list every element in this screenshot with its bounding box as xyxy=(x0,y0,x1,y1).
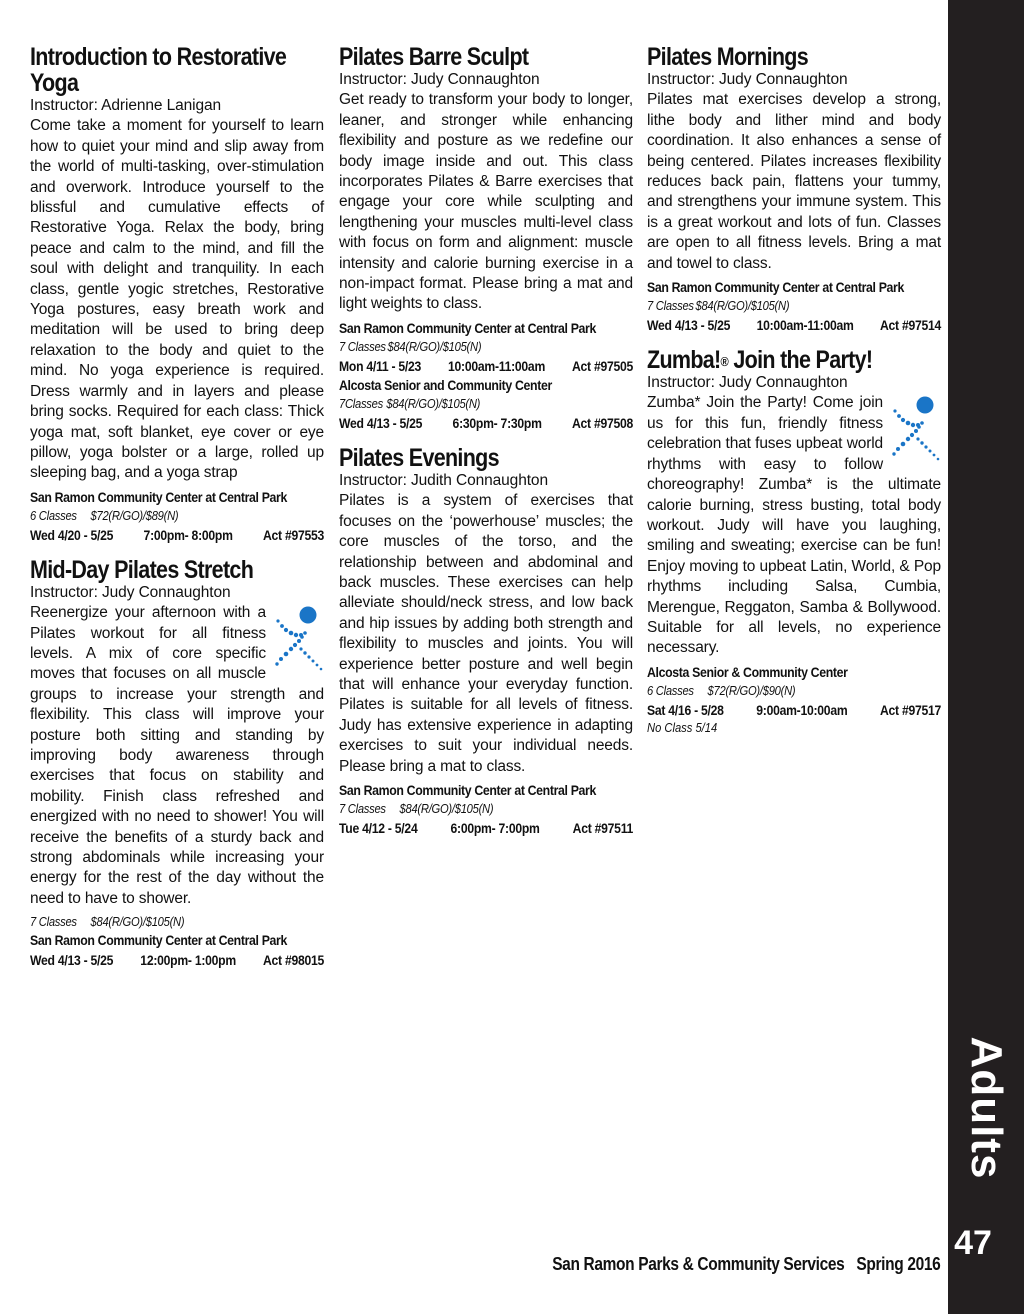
schedule-line xyxy=(647,315,941,335)
course-description: Reenergize your afternoon with a Pilates workout for all fitness levels. A mix of core specific moves that focuses on all muscle groups to increase your strength and flexibility. This class will improve your posture both sitting and standing by improving body awareness through exercises that focus on stability and mobility. Finish class refreshed and energized with no need to shower! You will receive the benefits of a sturdy back and strong abdominals while increasing your energy for the rest of the day without the need to have to shower. xyxy=(30,604,324,907)
fee-line xyxy=(647,297,941,315)
location: Alcosta Senior and Community Center xyxy=(339,376,552,393)
location: San Ramon Community Center at Central Park xyxy=(647,279,905,296)
course-description: Come take a moment for yourself to learn how to quiet your mind and slip away from the world of multi-tasking, over-stimulation and overwork. Introduce yourself to the blissful and cumulative effects of Restorative Yoga. Relax the body, bring peace and calm to the mind, and fill the soul with delight and tranquility. In each class, gentle yogic stretches, Restorative Yoga postures, easy breath work and meditation will be used to bring deep relaxation to the body and quiet to the mind. No yoga experience is required. Dress warmly and in layers and please bring socks. Required for each class: Thick yoga mat, soft blanket, eye cover or eye pillow, yoga bolster or a large, rolled up sleeping bag, and a yoga strap xyxy=(30,117,324,482)
fee-line xyxy=(339,338,633,356)
footer xyxy=(552,1254,940,1275)
schedule-line xyxy=(30,950,324,970)
fee: $84(R/GO)/$105(N) xyxy=(386,395,481,411)
schedule-line xyxy=(339,818,633,838)
column-3 xyxy=(647,42,941,736)
time: 10:00am-11:00am xyxy=(448,357,546,374)
fee-line xyxy=(30,507,324,525)
section-label: Adults xyxy=(962,1036,1011,1180)
course-description: Pilates mat exercises develop a strong, lithe body and lither mind and body coordination. It also enhances a sense of being centered. Pilates increases flexibility reduces back pain, flattens your tummy, and strengthens your immune system. This is a great workout and lots of fun. Classes are open to all fitness levels. Bring a mat and towel to class. xyxy=(647,91,941,272)
activity-number: Act #97514 xyxy=(879,317,942,334)
course-title: Zumba!® Join the Party! xyxy=(647,346,873,375)
class-count: 7 Classes xyxy=(30,914,77,930)
dates: Wed 4/13 - 5/25 xyxy=(647,317,731,334)
activity-number: Act #97553 xyxy=(263,526,325,543)
course-title: Pilates Mornings xyxy=(647,43,809,71)
footer-org: San Ramon Parks & Community Services xyxy=(551,1254,844,1274)
activity-number: Act #97508 xyxy=(572,414,634,431)
schedule-line xyxy=(339,356,633,376)
time: 10:00am-11:00am xyxy=(756,317,854,334)
course-restorative-yoga xyxy=(30,44,324,545)
schedule-line xyxy=(339,413,633,433)
class-count: 6 Classes xyxy=(647,682,694,698)
course-title: Introduction to Restorative Yoga xyxy=(30,43,287,97)
registered-mark: ® xyxy=(720,354,729,370)
location: San Ramon Community Center at Central Park xyxy=(30,932,288,949)
course-description: Pilates is a system of exercises that focuses on the ‘powerhouse’ muscles; the core muscles of the torso, and the relationship between and abdominal and back muscles. These exercises can help alleviate should/neck stress, and low back and hip issues by adding both strength and flexibility to muscles and joints. You will experience better posture and well begin that will enhance your everyday function. Pilates is suitable for all levels of fitness. Judy has extensive experience in adapting exercises to suit your individual needs. Please bring a mat to class. xyxy=(339,492,633,775)
fee: $84(R/GO)/$105(N) xyxy=(695,298,790,314)
instructor: Instructor: Judy Connaughton xyxy=(647,71,848,88)
location: San Ramon Community Center at Central Park xyxy=(339,319,597,336)
course-mid-day-pilates-stretch xyxy=(30,557,324,971)
fee: $84(R/GO)/$105(N) xyxy=(399,800,494,816)
fee: $72(R/GO)/$90(N) xyxy=(707,682,796,698)
fee: $72(R/GO)/$89(N) xyxy=(90,507,179,523)
activity-number: Act #97505 xyxy=(571,357,634,374)
schedule-note: No Class 5/14 xyxy=(647,719,718,735)
class-count: 7 Classes xyxy=(647,298,694,314)
column-1 xyxy=(30,42,324,970)
class-count: 7 Classes xyxy=(339,800,386,816)
class-count: 7 Classes xyxy=(339,338,386,354)
time: 7:00pm- 8:00pm xyxy=(143,526,233,543)
dates: Wed 4/13 - 5/25 xyxy=(30,952,114,969)
instructor: Instructor: Judy Connaughton xyxy=(339,71,540,88)
schedule-line xyxy=(647,700,941,720)
class-count: 7Classes xyxy=(339,395,383,411)
fee-line xyxy=(647,682,941,700)
dates: Tue 4/12 - 5/24 xyxy=(339,819,418,836)
fee: $84(R/GO)/$105(N) xyxy=(90,914,185,930)
time: 9:00am-10:00am xyxy=(756,701,848,718)
instructor: Instructor: Judy Connaughton xyxy=(647,374,848,392)
instructor: Instructor: Judith Connaughton xyxy=(339,471,548,489)
activity-number: Act #97511 xyxy=(572,819,634,836)
schedule-line xyxy=(30,525,324,545)
course-description: Get ready to transform your body to longer, leaner, and stronger while enhancing flexibility and posture as we redefine our body image inside and out. This class incorporates Pilates & Barre exercises that engage your core while sculpting and lengthening your muscles multi-level class with focus on form and alignment: muscle intensity and calorie burning exercise in a non-impact format. Please bring a mat and light weights to class. xyxy=(339,91,633,313)
course-pilates-evenings xyxy=(339,445,633,838)
time: 6:00pm- 7:00pm xyxy=(450,819,540,836)
course-pilates-barre-sculpt xyxy=(339,44,633,433)
time: 6:30pm- 7:30pm xyxy=(452,414,542,431)
course-title: Pilates Barre Sculpt xyxy=(339,43,529,71)
fee-line xyxy=(339,395,633,413)
course-title: Pilates Evenings xyxy=(339,443,499,472)
location: San Ramon Community Center at Central Park xyxy=(30,488,288,505)
page-number: 47 xyxy=(954,1224,992,1262)
time: 12:00pm- 1:00pm xyxy=(140,952,236,969)
fee-line xyxy=(339,800,633,818)
course-zumba xyxy=(647,347,941,736)
column-2 xyxy=(339,42,633,838)
zumba-dots-icon xyxy=(272,605,324,673)
course-description: Zumba* Join the Party! Come join us for this fun, friendly fitness celebration that fuses upbeat world rhythms with easy to follow choreography! Zumba* is the ultimate calorie burning, stress busting, total body workout. Judy will have you laughing, smiling and sweating; exercise can be fun! Enjoy moving to upbeat Latin, World, & Pop rhythms including Salsa, Cumbia, Merengue, Reggaton, Samba & Bollywood. Suitable for all levels, no experience necessary. xyxy=(647,394,941,657)
fee: $84(R/GO)/$105(N) xyxy=(387,338,482,354)
location: San Ramon Community Center at Central Park xyxy=(339,781,597,798)
dates: Wed 4/20 - 5/25 xyxy=(30,526,114,543)
instructor: Instructor: Judy Connaughton xyxy=(30,583,231,601)
location: Alcosta Senior & Community Center xyxy=(647,663,848,680)
activity-number: Act #98015 xyxy=(262,952,325,969)
course-pilates-mornings xyxy=(647,44,941,335)
course-title: Mid-Day Pilates Stretch xyxy=(30,555,254,584)
dates: Sat 4/16 - 5/28 xyxy=(647,701,724,718)
fee-line xyxy=(30,913,324,931)
footer-season: Spring 2016 xyxy=(856,1254,940,1274)
activity-number: Act #97517 xyxy=(880,701,942,718)
instructor: Instructor: Adrienne Lanigan xyxy=(30,97,222,114)
dates: Mon 4/11 - 5/23 xyxy=(339,357,422,374)
zumba-dots-icon xyxy=(889,395,941,463)
class-count: 6 Classes xyxy=(30,507,77,523)
dates: Wed 4/13 - 5/25 xyxy=(339,414,423,431)
